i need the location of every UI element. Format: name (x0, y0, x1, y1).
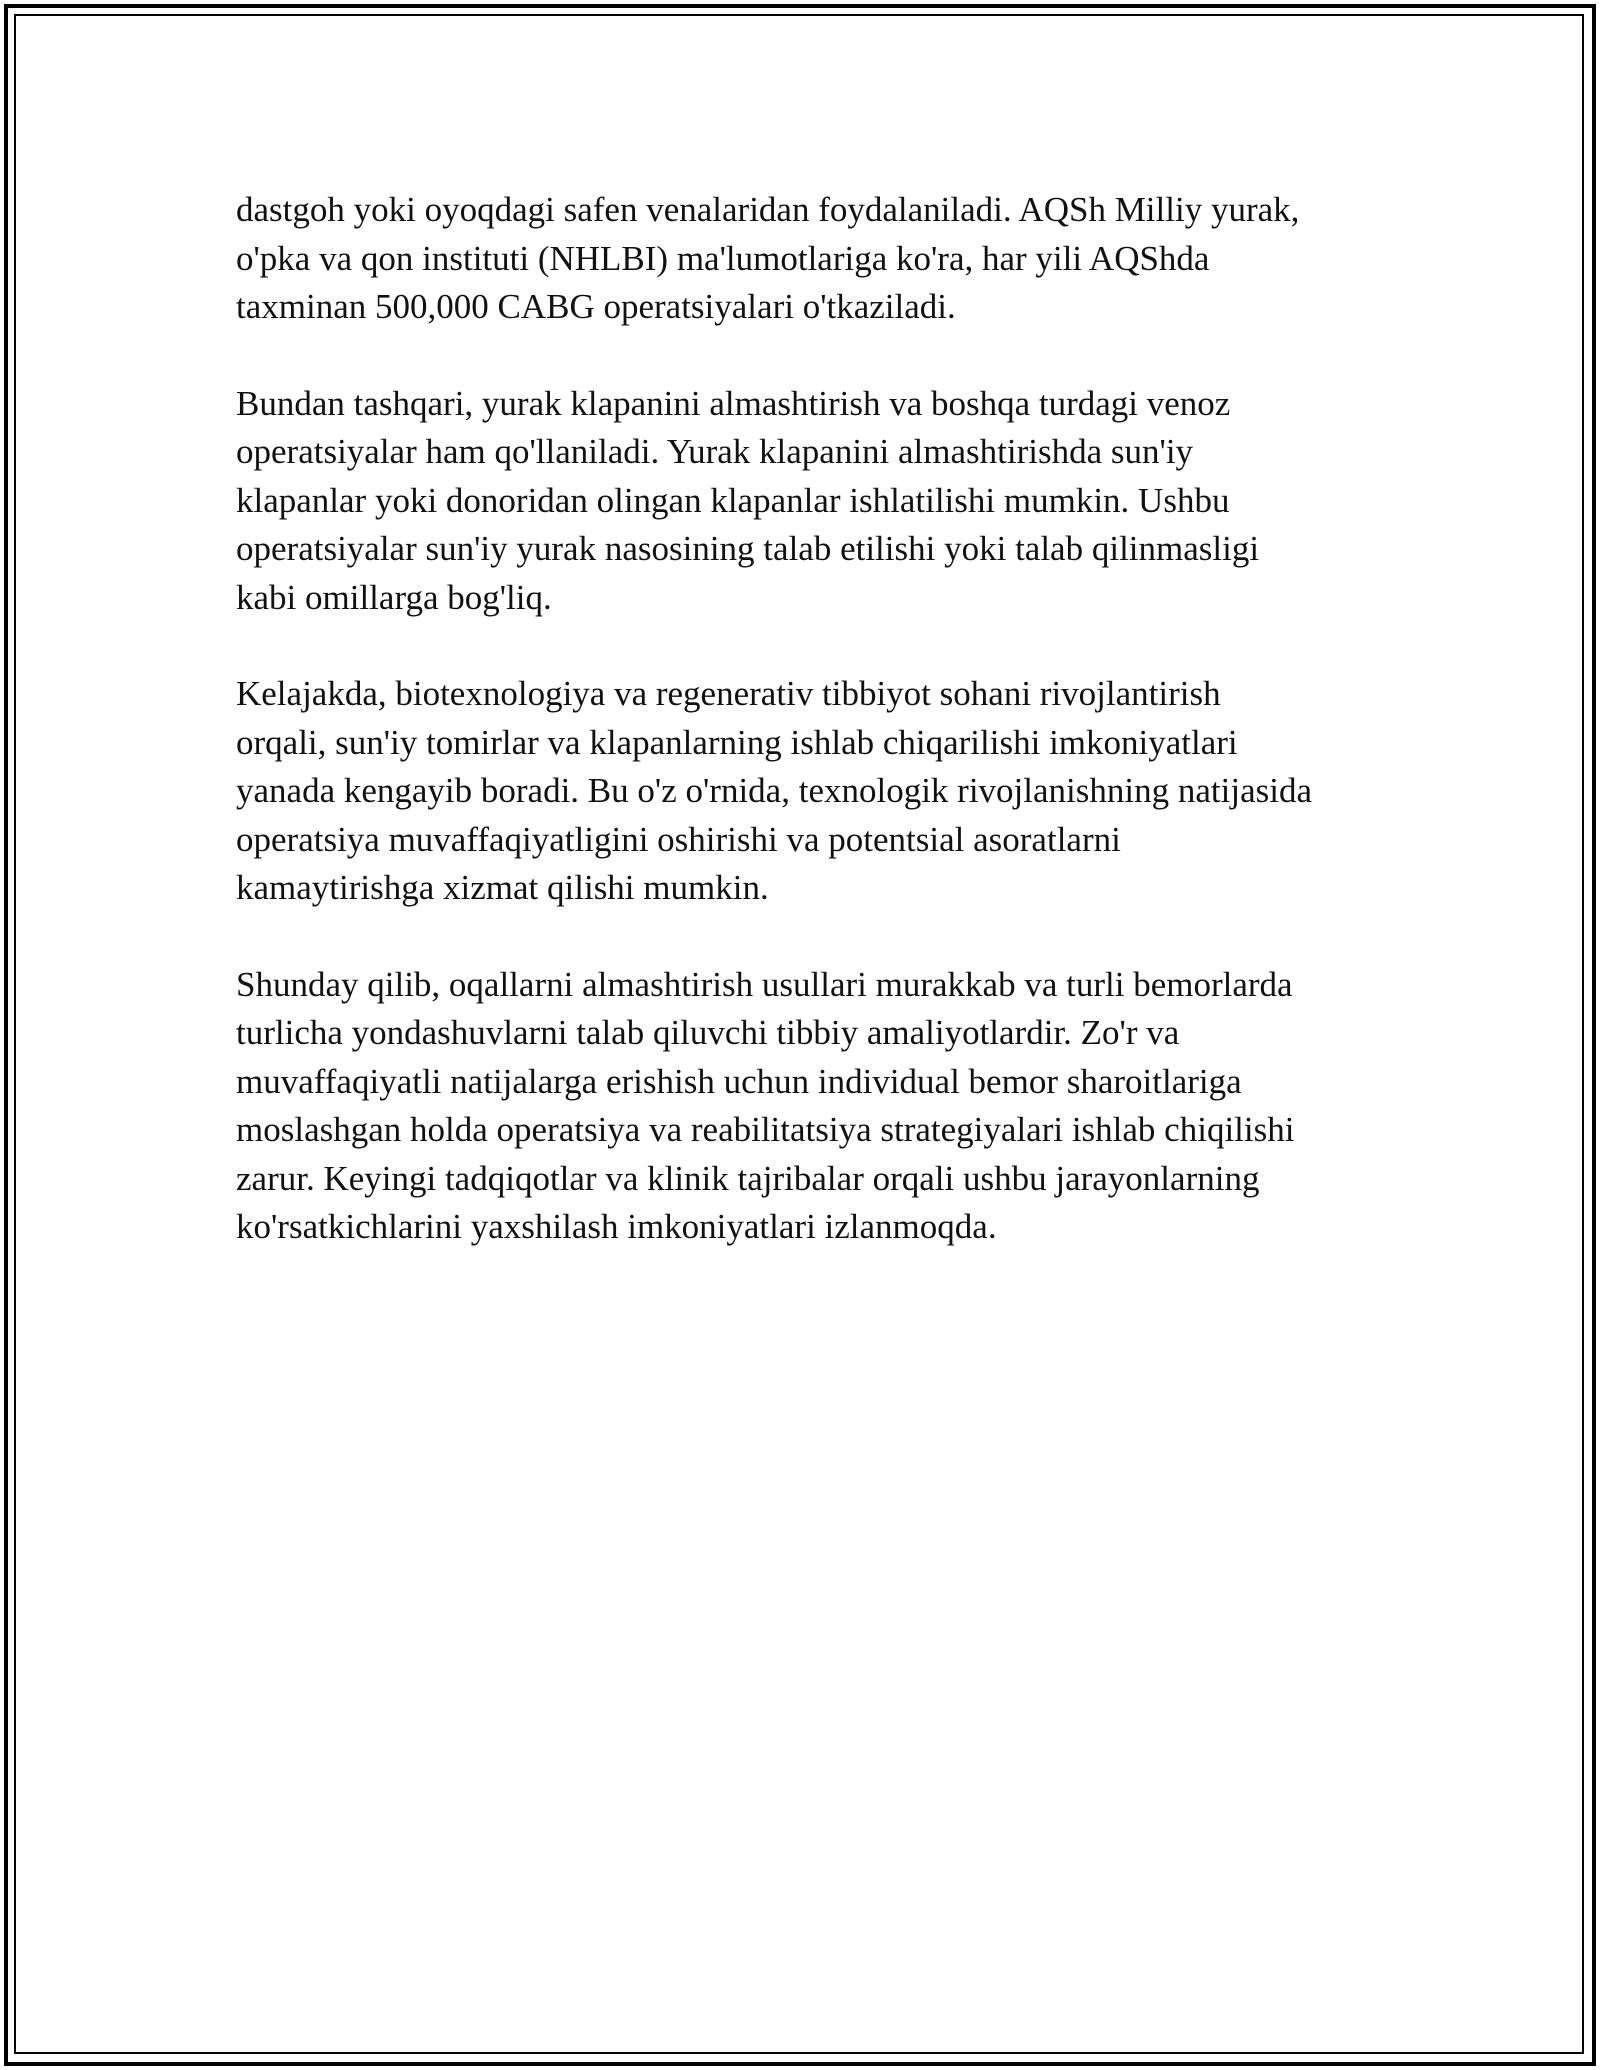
paragraph-line: muvaffaqiyatli natijalarga erishish uchun individual bemor sharoitlariga (236, 1061, 1242, 1101)
paragraph-line: kamaytirishga xizmat qilishi mumkin. (236, 868, 769, 907)
paragraph-line: Kelajakda, biotexnologiya va regenerativ tibbiyot sohani rivojlantirish (236, 674, 1221, 713)
paragraph-line: dastgoh yoki oyoqdagi safen venalaridan foydalaniladi. AQSh Milliy yurak, (236, 190, 1300, 229)
paragraph-line: Bundan tashqari, yurak klapanini almashtirish va boshqa turdagi venoz (236, 383, 1231, 423)
paragraph-2 (236, 380, 1386, 623)
paragraph-line: klapanlar yoki donoridan olingan klapanlar ishlatilishi mumkin. Ushbu (236, 480, 1230, 520)
paragraph-line: moslashgan holda operatsiya va reabilitatsiya strategiyalari ishlab chiqilishi (236, 1110, 1295, 1149)
paragraph-line: operatsiya muvaffaqiyatligini oshirishi va potentsial asoratlarni (236, 819, 1121, 859)
paragraph-line: operatsiyalar sun'iy yurak nasosining talab etilishi yoki talab qilinmasligi (236, 529, 1260, 568)
paragraph-line: Shunday qilib, oqallarni almashtirish usullari murakkab va turli bemorlarda (236, 964, 1293, 1004)
paragraph-line: turlicha yondashuvlarni talab qiluvchi tibbiy amaliyotlardir. Zo'r va (236, 1013, 1180, 1052)
paragraph-4 (236, 961, 1386, 1252)
paragraph-line: o'pka va qon instituti (NHLBI) ma'lumotlariga ko'ra, har yili AQShda (236, 238, 1210, 278)
paragraph-line: zarur. Keyingi tadqiqotlar va klinik tajribalar orqali ushbu jarayonlarning (236, 1158, 1260, 1198)
paragraph-line: ko'rsatkichlarini yaxshilash imkoniyatlari izlanmoqda. (236, 1207, 997, 1246)
paragraph-line: kabi omillarga bog'liq. (236, 577, 552, 617)
paragraph-line: operatsiyalar ham qo'llaniladi. Yurak klapanini almashtirishda sun'iy (236, 432, 1194, 471)
document-body (236, 186, 1386, 1300)
paragraph-line: yanada kengayib boradi. Bu o'z o'rnida, texnologik rivojlanishning natijasida (236, 771, 1312, 810)
paragraph-line: orqali, sun'iy tomirlar va klapanlarning ishlab chiqarilishi imkoniyatlari (236, 722, 1238, 762)
paragraph-3 (236, 670, 1386, 913)
paragraph-1 (236, 186, 1386, 332)
paragraph-line: taxminan 500,000 CABG operatsiyalari o'tkaziladi. (236, 287, 956, 326)
